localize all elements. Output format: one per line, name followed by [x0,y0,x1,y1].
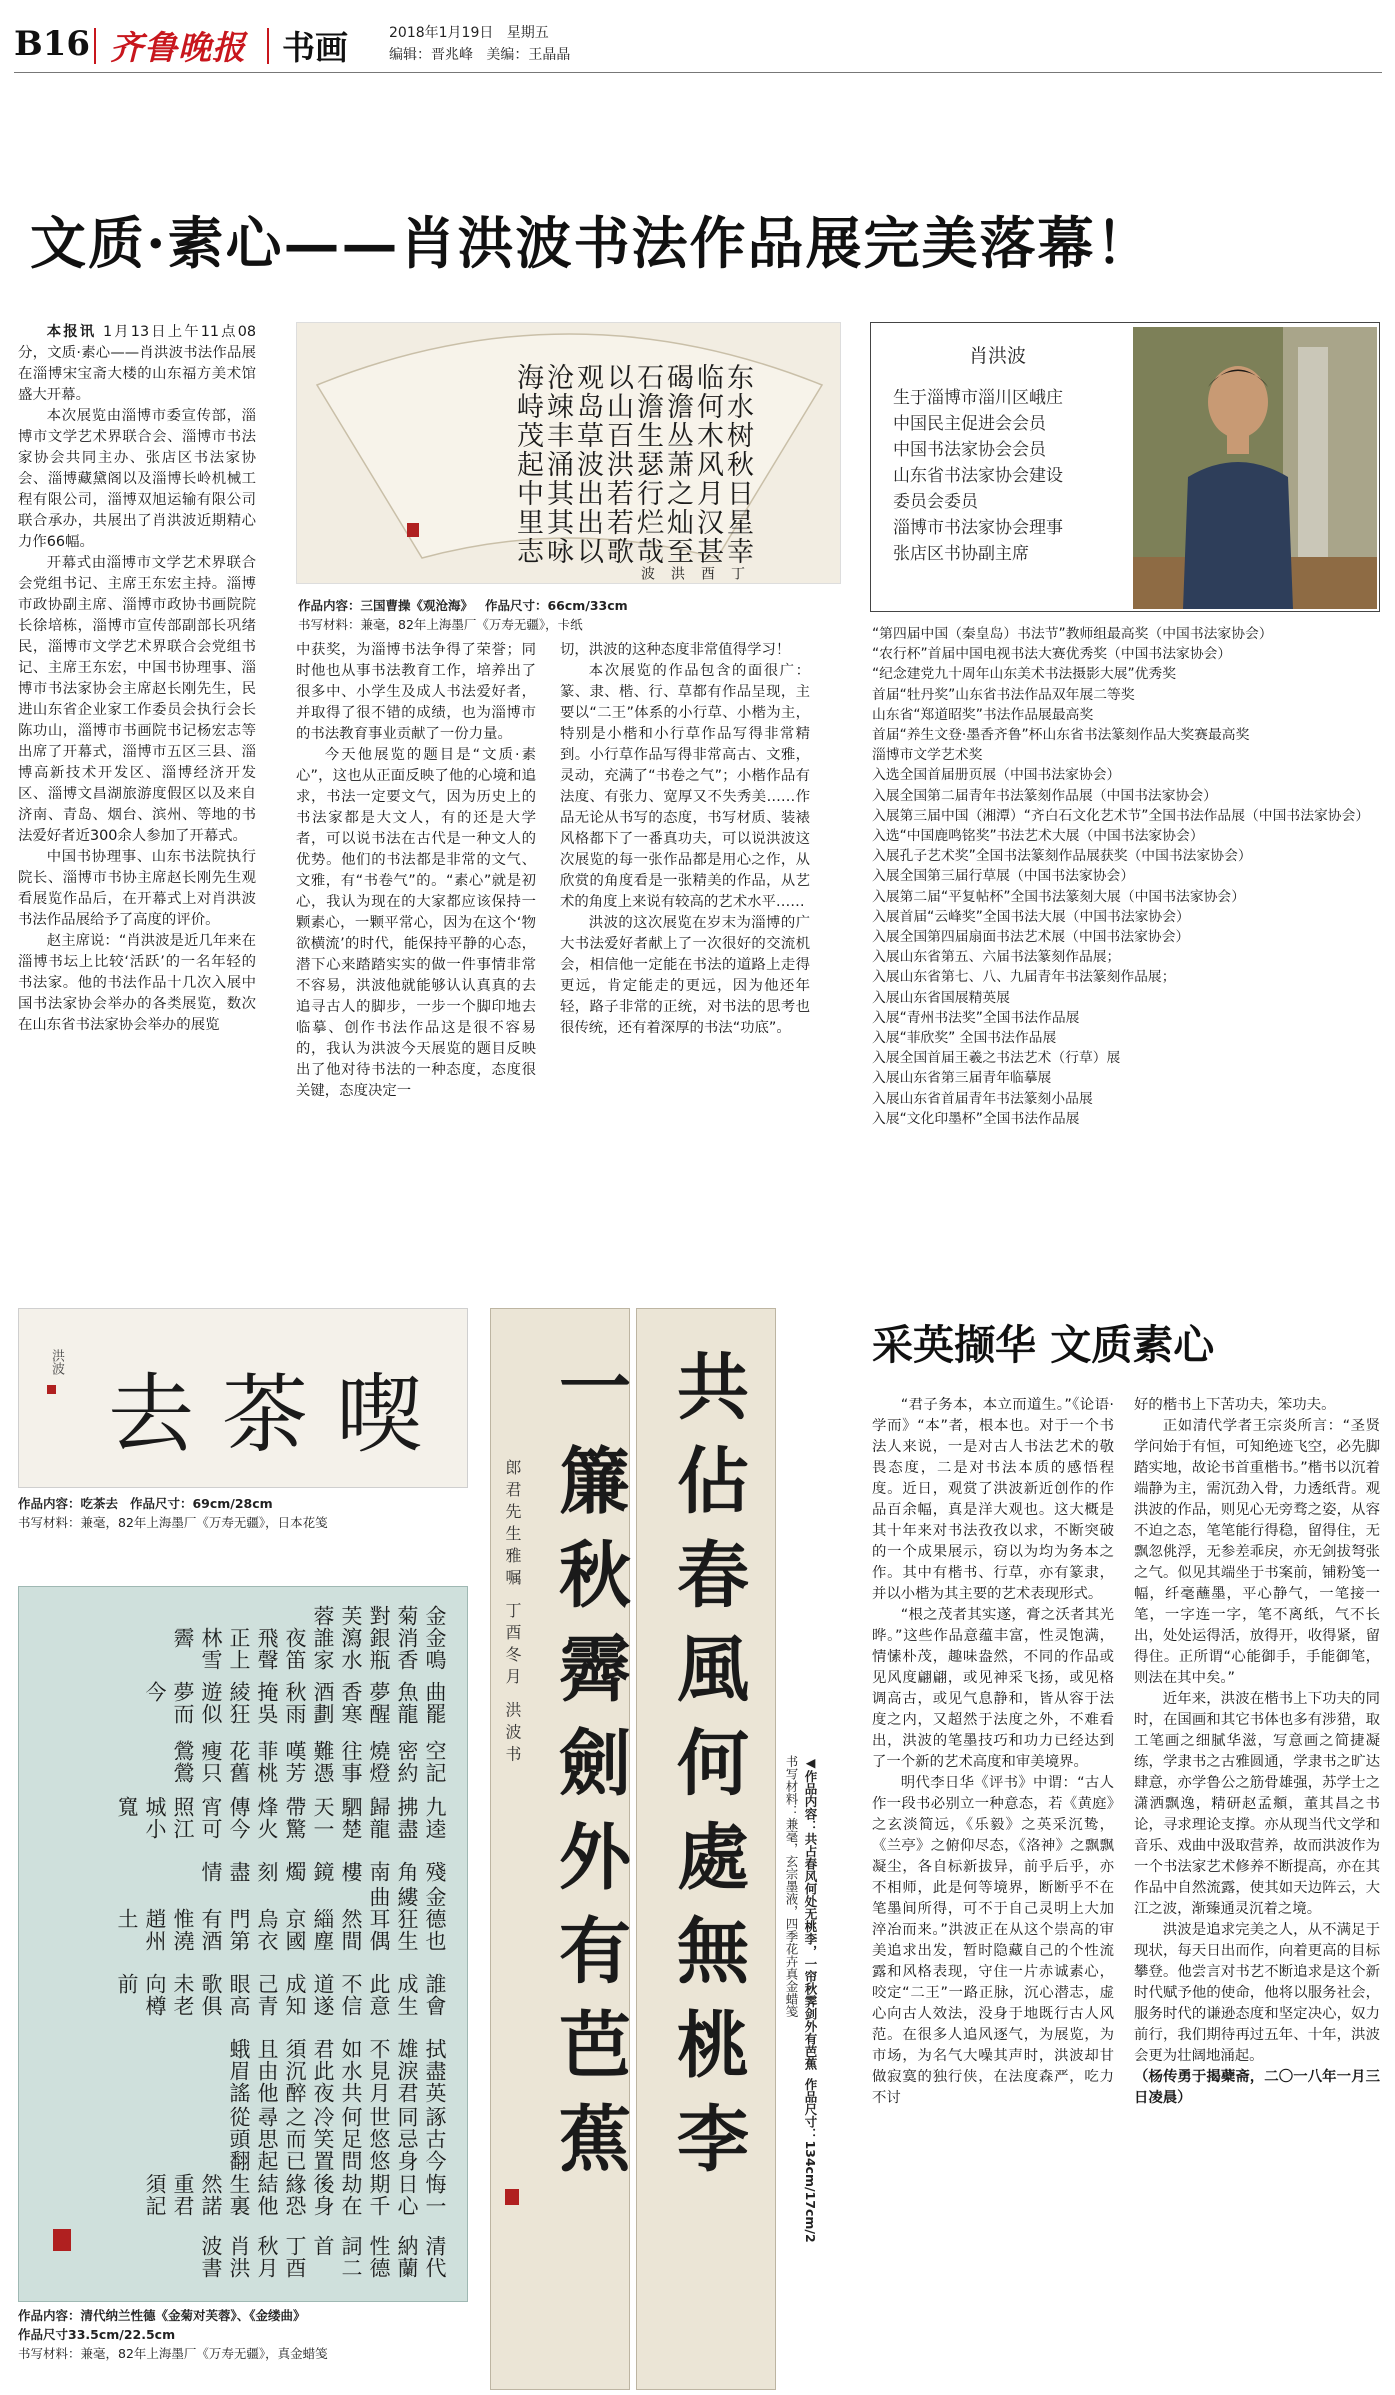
article-lead: 本报讯 [46,324,97,340]
artist-photo [1133,327,1377,609]
bio-line: 委员会委员 [893,492,978,512]
fan-text-column: 日月之行若出其中 [512,479,753,508]
award-item: 入展全国第二届青年书法篆刻作品展（中国书法家协会） [872,787,1217,804]
couplet-left-scroll [490,1308,630,2390]
bio-line: 张店区书协副主席 [893,544,1029,564]
fan-caption-content: 作品内容：三国曹操《观沧海》 [298,598,474,613]
award-item: 入展全国首届王羲之书法艺术（行草）展 [872,1050,1121,1067]
award-item: “第四届中国（秦皇岛）书法节”教师组最高奖（中国书法家协会） [872,626,1273,642]
fan-text-column: 幸甚至哉歌以咏志 [512,537,753,566]
bio-name: 肖洪波 [969,345,1027,367]
xiaokai-column: 殘角南樓鏡燭刻盡情 [199,1860,447,1883]
award-item: 入展山东省第三届青年临摹展 [872,1070,1052,1087]
award-item: 入展“青州书法奖”全国书法作品展 [872,1009,1080,1026]
page-number: B16 [14,24,91,64]
award-item: 入展“文化印墨杯”全国书法作品展 [872,1110,1080,1127]
xiaokai-column: 拭盡英雄淚君不見月如水共君此夜須沉醉且由他蛾眉謠 [227,2037,447,2104]
award-item: 入选全国首届册页展（中国书法家协会） [872,767,1121,784]
article-para: 切，洪波的这种态度非常值得学习！ [560,642,791,658]
xiaokai-column: 九逵拂盡歸龍駟楚天一帶驚烽火傳今宵可照江城小寬 [115,1796,447,1841]
masthead-logo: 齐鲁晚报 [110,28,246,67]
award-item: 入展山东省第七、八、九届青年书法篆刻作品展； [872,969,1176,986]
xiaokai-artwork [18,1586,468,2302]
award-item: 入展首届“云峰奖”全国书法大展（中国书法家协会） [872,908,1190,925]
xiaokai-calligraphy [39,1605,449,2285]
couplet-caption [782,1755,820,2385]
fan-caption-size: 作品尺寸：66cm/33cm [484,598,628,613]
essay-para: 明代李日华《评书》中谓：“古人作一段书必别立一种意态，若《黄庭》之玄淡简远，《乐毅》之英采沉鸷，《兰亭》之俯仰尽态，《洛神》之飘飘凝尘，各自标新拔异，前乎后乎，亦不相师，此是何等境界，断断乎不在笔墨间所得，可不于自己灵明上大加淬冶而来。”洪波正在从这个崇高的审美追求出发，暂时隐藏自己的个性流露和风格表现，守住一片赤诚素心，咬定“二王”一路正脉，沉心潜志，虚心向古人效法，没身于地既行古人风范。在很多人追风逐气，为展览，为市场，为名气大噪其声时，洪波却甘做寂寞的独行侠，在法度森严，吃力不讨 [872,1775,1114,2106]
tea-calligraphy: 喫茶去 [108,1365,450,1465]
awards-list [872,624,1380,1129]
xiaokai-caption [18,2306,478,2363]
award-item: 入展第二届“平复帖杯”全国书法篆刻大展（中国书法家协会） [872,888,1246,905]
award-item: 淄博市文学艺术奖 [872,747,983,764]
red-seal-icon [53,2229,71,2251]
award-item: 入展山东省第五、六届书法篆刻作品展； [872,949,1121,966]
bio-line: 中国书法家协会会员 [893,440,1046,460]
red-seal-icon [407,523,419,537]
article-para: 洪波的这次展览在岁末为淄博的广大书法爱好者献上了一次很好的交流机会，相信他一定能在书法的道路上走得更远，肯定能走的更远，因为他还年轻，路子非常的正统，对书法的思考也很传统，还有着深厚的书法“功底”。 [560,915,810,1036]
headline: 文质·素心——肖洪波书法作品展完美落幕！ [30,211,1154,277]
xiaokai-caption-material: 书写材料：兼毫，82年上海墨厂《万寿无疆》，真金蜡笺 [18,2346,328,2361]
essay-para: 正如清代学者王宗炎所言：“圣贤学问始于有恒，可知绝迹飞空，必先脚踏实地，故论书首重楷书。”楷书以沉着端静为主，需沉劲入骨，力透纸背。观洪波的作品，则见心无旁骛之姿，从容不迫之态，笔笔能行得稳，留得住，无飘忽佻浮，无参差乖戾，亦无剑拔弩张之气。似见其端坐于书案前，铺粉笺一幅，纤毫蘸墨，平心静气，一笔接一笔，一字连一字，笔不离纸，气不长出，处处运得活，放得开，收得紧，留得住。正所谓“心能御手，手能御笔，则法在其中矣。” [1134,1418,1380,1686]
article-para: 中获奖，为淄博书法争得了荣誉；同时他也从事书法教育工作，培养出了很多中、小学生及成人书法爱好者，并取得了很不错的成绩，也为淄博市的书法教育事业贡献了一份力量。 [296,642,536,742]
header-date: 2018年1月19日 [389,25,494,41]
essay-para: 近年来，洪波在楷书上下功夫的同时，在国画和其它书体也多有涉猎，取工笔画之细腻华滋，写意画之简捷凝练，学隶书之古雅圆通，学隶书之旷达肆意，亦学鲁公之筋骨雄强，苏学士之潇洒飘逸，精研赵孟頫，董其昌之书论，寻求理论支撑。亦从现当代文学和音乐、戏曲中汲取营养，故而洪波作为一个书法家艺术修养不断提高，亦在其作品中自然流露，使其如天边阵云，大江之波，渐臻通灵沉着之境。 [1134,1691,1380,1917]
award-item: 入展孔子艺术奖”全国书法篆刻作品展获奖（中国书法家协会） [872,848,1252,865]
award-item: “纪念建党九十周年山东美术书法摄影大展”优秀奖 [872,666,1177,683]
article-para: 本次展览由淄博市委宣传部，淄博市文学艺术界联合会、淄博市书法家协会共同主办、张店区书法家协会、淄博藏黛阁以及淄博长岭机械工程有限公司，淄博双旭运输有限公司联合承办，共展出了肖洪波近期精心力作66幅。 [18,408,256,550]
article-lead-para: 本报讯 1月13日上午11点08分，文质·素心——肖洪波书法作品展在淄博宋宝斋大楼的山东福方美术馆盛大开幕。 [18,324,257,403]
award-item: 入展全国第三届行草展（中国书法家协会） [872,868,1135,885]
header-weekday: 星期五 [506,25,549,41]
red-seal-icon [505,2189,519,2205]
tea-artwork [18,1308,468,1488]
essay-para: “根之茂者其实遂，膏之沃者其光晔。”这些作品意蕴丰富，性灵饱满，情愫朴茂，趣味盎然，不同的作品或见风度翩翩，或见神采飞扬，或见格调高古，或见气息静和，皆从容于法度之内，又超然于法度之外，不难看出，洪波的笔墨技巧和功力已经达到了一个新的艺术高度和审美境界。 [872,1607,1114,1770]
header-divider [94,28,96,64]
header-editor: 编辑：晋兆峰 [389,47,473,63]
fan-caption [298,596,838,634]
award-item: 入展“菲欣奖” 全国书法作品展 [872,1030,1057,1047]
tea-caption-size: 作品尺寸：69cm/28cm [129,1496,273,1511]
xiaokai-caption-content: 作品内容：清代纳兰性德《金菊对芙蓉》、《金缕曲》 [18,2308,306,2323]
award-item: 入展全国第四届扇面书法艺术展（中国书法家协会） [872,929,1190,946]
fan-artwork [296,322,841,584]
bio-box [870,322,1380,612]
essay-byline: （杨传勇于揭蘗斋，二〇一八年一月三日凌晨） [1134,2069,1380,2106]
fan-text-column: 秋风萧瑟洪波涌起 [512,450,753,479]
xiaokai-column: 清代納蘭性德詞二首 丁酉秋月 肖洪波書 [199,2235,447,2280]
essay-para: “君子务本，本立而道生。”《论语·学而》“本”者，根本也。对于一个书法人来说，一是对古人书法艺术的敬畏态度，二是对书法本质的感悟程度。近日，观赏了洪波新近创作的作品百余幅，真是洋大观也。这大概是其十年来对书法孜孜以求，不断突破的一个成果展示，窃以为均为务本之作。其中有楷书、行草，亦有篆隶，并以小楷为其主要的艺术表现形式。 [872,1397,1114,1602]
fan-caption-material: 书写材料：兼毫，82年上海墨厂《万寿无疆》，卡纸 [298,617,583,632]
couplet-caption-size: 作品尺寸：134cm/17cm/2 [803,2077,818,2243]
tea-caption-content: 作品内容：吃茶去 [18,1496,119,1511]
page-header [14,14,1382,74]
couplet-right-scroll [636,1308,776,2390]
article-col-1 [18,322,256,1036]
fan-text-column: 水何澹澹山岛竦峙 [512,392,753,421]
tea-signature: 洪波 [49,1349,64,1375]
award-item: 山东省“郑道昭奖”书法作品展最高奖 [872,706,1094,723]
award-item: 首届“养生文登·墨香齐鲁”杯山东省书法篆刻作品大奖赛最高奖 [872,727,1250,744]
award-item: 入选“中国鹿鸣铭奖”书法艺术大展（中国书法家协会） [872,828,1204,845]
article-col-2 [296,640,536,1102]
header-rule [14,72,1382,73]
header-divider-2 [267,28,269,64]
essay-para: 洪波是追求完美之人，从不满足于现状，每天日出而作，向着更高的目标攀登。他尝言对书艺不断追求是这个新时代赋予他的使命，他将以服务社会，服务时代的谦逊态度和坚定决心，奴力前行，我们期待再过五年、十年，洪波会更为壮阔地涌起。 [1134,1922,1380,2064]
artist-photo-svg [1133,327,1377,609]
article-para: 本次展览的作品包含的面很广：篆、隶、楷、行、草都有作品呈现，主要以“二王”体系的小行草、小楷为主，特别是小楷和小行草作品写得非常精到。小行草作品写得非常高古、文雅，灵动，充满了“书卷之气”；小楷作品有法度、有张力、宽厚又不失秀美……作品无论从书写的态度，书写材质、装裱风格都下了一番真功夫，可以说洪波这次展览的每一张作品都是用心之作，从欣赏的角度看是一张精美的作品，从艺术的角度上来说有较高的艺术水平…… [560,663,810,910]
bio-line: 生于淄博市淄川区峨庄 [893,388,1063,408]
section-name: 书画 [282,28,348,67]
xiaokai-column: 誰會成生此意不信道遂成知己青眼高歌俱未老向樽前 [115,1973,447,2018]
xiaokai-caption-size: 作品尺寸33.5cm/22.5cm [18,2327,176,2342]
tea-caption-material: 书写材料：兼毫，82年上海墨厂《万寿无疆》，日本花笺 [18,1515,328,1530]
xiaokai-column: 悔一日心期千劫在後身緣恐結他生裏然諾重君須記 [143,2173,447,2218]
bio-lines [893,385,1063,567]
article-para: 中国书协理事、山东书法院执行院长、淄博市书协主席赵长刚先生观看展览作品后，在开幕式上对肖洪波书法作品展给予了高度的评价。 [18,849,256,928]
fan-text-column: 东临碣石以观沧海 [512,363,753,392]
fan-text-column: 星汉灿烂若出其里 [512,508,753,537]
award-item: 入展山东省国展精英展 [872,989,1010,1006]
award-item: 入展山东省首届青年书法篆刻小品展 [872,1090,1093,1107]
award-item: 首届“牡丹奖”山东省书法作品双年展二等奖 [872,686,1135,703]
essay-para: 好的楷书上下苦功夫，笨功夫。 [1134,1397,1336,1413]
couplet-right-text: 共佔春風何處無桃李 [665,1349,750,2195]
bio-line: 中国民主促进会会员 [893,414,1046,434]
xiaokai-column: 諑古今同忌身世悠悠何足問冷笑置之而已尋思起從頭翻 [227,2105,447,2172]
essay-col-1 [872,1395,1114,2109]
article-col-3 [560,640,810,1039]
fan-calligraphy [392,363,753,582]
award-item: 入展第三届中国（湘潭）“齐白石文化艺术节”全国书法作品展（中国书法家协会） [872,807,1370,824]
xiaokai-column: 曲罷魚龍夢醒香寒酒劃秋雨掩吳綾狂遊似夢而今 [143,1680,447,1725]
bio-line: 山东省书法家协会建设 [893,466,1063,486]
fan-text-column: 丁酉 洪波 [639,566,745,582]
header-meta [389,22,570,66]
red-seal-icon [47,1385,56,1394]
article-para: 开幕式由淄博市文学艺术界联合会党组书记、主席王东宏主持。淄博市政协副主席、淄博市政协书画院院长徐培栋，淄博市宣传部副部长巩绪民，淄博市文学艺术界联合会党组书记、主席王东宏，中国书协理事、淄博市书法家协会主席赵长刚先生，民进山东省企业家工作委员会执行会长陈功山，淄博市书画院书记杨宏志等出席了开幕式，淄博市五区三县、淄博高新技术开发区、淄博经济开发区、淄博文昌湖旅游度假区以及来自济南、青岛、烟台、滨州、等地的书法爱好者近300余人参加了开幕式。 [18,555,256,844]
xiaokai-column: 德也狂生耳偶然間緇塵京國烏衣門第有酒惟澆趙州土 [115,1908,447,1953]
xiaokai-column: 金菊對芙蓉 [311,1605,447,1627]
header-designer: 美编：王晶晶 [486,47,571,63]
essay-col-2 [1134,1395,1380,2109]
couplet-caption-content: ◀作品内容：共占春风何处无桃李，一帘秋霁剑外有芭蕉 [803,1755,818,2070]
couplet-inscription: 郎君先生雅嘱 丁酉冬月 洪波书 [503,1459,522,1768]
award-item: “农行杯”首届中国电视书法大赛优秀奖（中国书法家协会） [872,646,1232,663]
article-para: 今天他展览的题目是“文质·素心”，这也从正面反映了他的心境和追求，书法一定要文气，因为历史上的书法家都是大文人，有的还是大学者，可以说书法在古代是一种文人的优势。他们的书法都是非常的文气、文雅，有“书卷气”的。“素心”就是初心，我认为现在的大家都应该保持一颗素心，一颗平常心，因为在这个‘物欲横流’的时代，能保持平静的心态，潜下心来踏踏实实的做一件事情非常不容易，洪波他就能够认认真真的去追寻古人的脚步，一步一个脚印地去临摹、创作书法作品这是很不容易的，我认为洪波今天展览的题目反映出了他对待书法的一种态度，态度很关键，态度决定一 [296,747,536,1099]
xiaokai-column: 空記密約燒燈往事難憑嘆芳菲桃花舊瘦只鶯鶯 [171,1739,447,1784]
bio-line: 淄博市书法家协会理事 [893,518,1063,538]
tea-caption [18,1494,468,1532]
couplet-caption-material: 书写材料：兼毫，玄宗墨液，四季花卉真金蜡笺 [784,1755,799,2018]
fan-text-column: 树木丛生百草丰茂 [512,421,753,450]
xiaokai-column: 金縷曲 [367,1886,447,1909]
essay-title: 采英撷华 文质素心 [872,1321,1215,1369]
article-para: 赵主席说：“肖洪波是近几年来在淄博书坛上比较‘活跃’的一名年轻的书法家。他的书法作品十几次入展中国书法家协会举办的各类展览，数次在山东省书法家协会举办的展览 [18,933,256,1033]
xiaokai-column: 金鳴消香銀瓶瀉水誰家夜笛飛聲正上林雪霽 [171,1627,447,1671]
couplet-left-text: 一簾秋霽劍外有芭蕉 [547,1349,632,2195]
